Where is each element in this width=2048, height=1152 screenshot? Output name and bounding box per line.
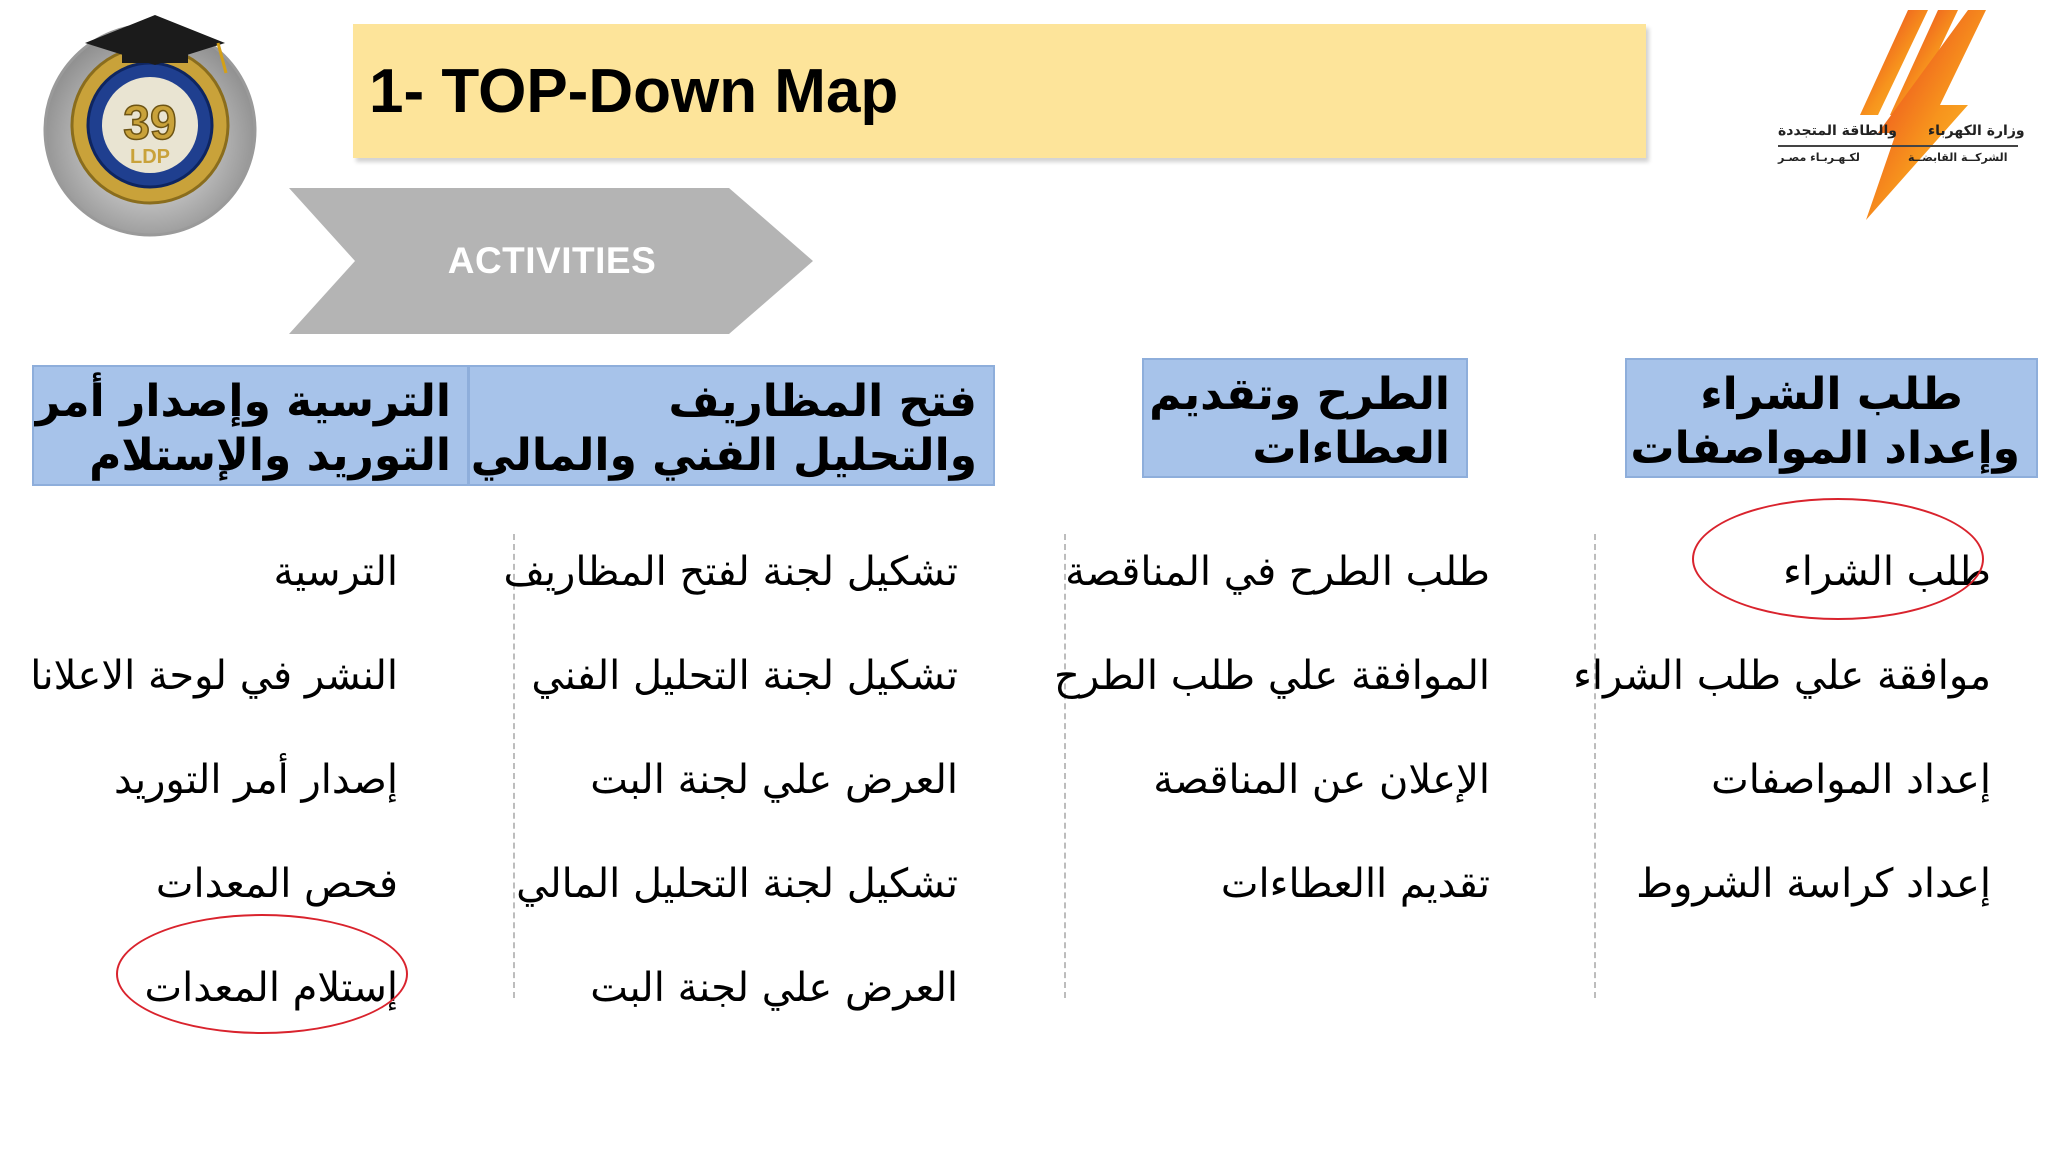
stage-header-line: طلب الشراء (1700, 369, 1963, 420)
stage-header-line: الطرح وتقديم (1149, 369, 1450, 420)
activity-item: إعداد المواصفات (1711, 757, 1991, 803)
stage-header-line: والتحليل الفني والمالي (470, 430, 977, 481)
activities-label: ACTIVITIES (447, 240, 657, 281)
activity-item: تقديم االعطاءات (1220, 861, 1490, 907)
activity-item: تشكيل لجنة لفتح المظاريف (503, 549, 958, 595)
stage-header-line: العطاءات (1252, 423, 1450, 474)
highlight-ring-end (116, 914, 408, 1034)
badge-text: LDP (130, 146, 170, 168)
activity-item: إصدار أمر التوريد (113, 757, 398, 803)
stage-header-purchase-request (1625, 358, 2038, 478)
highlight-ring-start (1692, 498, 1984, 620)
stage-header-envelope-opening (468, 365, 995, 486)
stage-header-award (32, 365, 469, 486)
activity-item: موافقة علي طلب الشراء (1573, 653, 1991, 699)
activity-item: تشكيل لجنة التحليل الفني (531, 653, 958, 699)
stage-header-line: فتح المظاريف (668, 376, 977, 427)
activity-column-envelope-opening (438, 548, 958, 1068)
ministry-name-2: والطاقة المتجددة (1778, 123, 1897, 139)
ldp-badge-graphic (30, 5, 280, 245)
stage-header-line: التوريد والإستلام (89, 430, 451, 481)
activity-item: العرض علي لجنة البت (590, 757, 958, 803)
activity-item: الإعلان عن المناقصة (1153, 757, 1490, 803)
slide-title: 1- TOP-Down Map (369, 56, 899, 126)
activity-column-purchase-request (1491, 548, 1991, 968)
activity-item: طلب الطرح في المناقصة (1065, 549, 1490, 595)
activity-item: الموافقة علي طلب الطرح (1054, 653, 1490, 699)
activity-item: إعداد كراسة الشروط (1636, 861, 1991, 907)
activity-item: النشر في لوحة الاعلانا (30, 653, 398, 699)
ministry-logo (1768, 5, 2025, 227)
stage-header-line: الترسية وإصدار أمر (35, 376, 451, 427)
lightning-bolt-icon (1768, 5, 2018, 227)
activity-item: إستلام المعدات (144, 965, 398, 1011)
ministry-name-1: وزارة الكهرباء (1928, 123, 2025, 139)
activity-item: الترسية (273, 549, 398, 595)
holding-company-name-2: لكـهـربـاء مصـر (1778, 151, 1860, 164)
activity-item: فحص المعدات (155, 861, 398, 907)
activity-item: طلب الشراء (1782, 549, 1991, 595)
activity-column-tendering (970, 548, 1490, 968)
activity-item: العرض علي لجنة البت (590, 965, 958, 1011)
badge-number: 39 (123, 97, 177, 150)
holding-company-name-1: الشركــة القابضــة (1908, 151, 2008, 164)
ldp-logo (30, 5, 280, 245)
stage-header-tendering (1142, 358, 1468, 478)
activity-item: تشكيل لجنة التحليل المالي (516, 861, 958, 907)
title-banner (353, 24, 1646, 158)
stage-header-line: وإعداد المواصفات (1630, 423, 2020, 474)
